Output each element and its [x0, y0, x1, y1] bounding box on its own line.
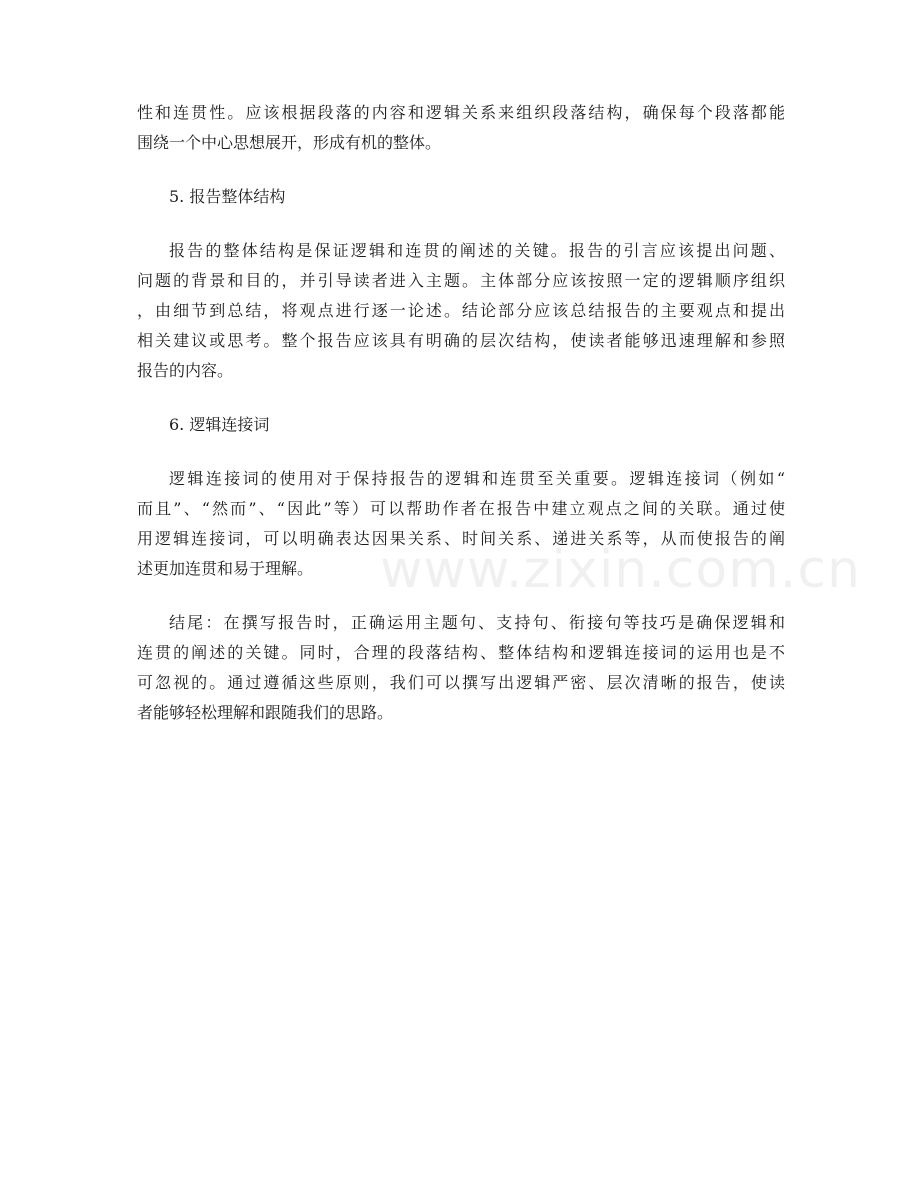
text-line: 者能够轻松理解和跟随我们的思路。 [137, 703, 394, 722]
text-line: 述更加连贯和易于理解。 [137, 559, 314, 578]
paragraph-conclusion [137, 608, 785, 728]
text-line: 结尾：在撰写报告时，正确运用主题句、支持句、衔接句等技巧是确保逻辑和 [169, 613, 785, 632]
paragraph-overall-structure [137, 236, 785, 386]
text-line: ，由细节到总结，将观点进行逐一论述。结论部分应该总结报告的主要观点和提出 [137, 301, 785, 320]
section-heading-5 [137, 182, 785, 212]
text-line: 用逻辑连接词，可以明确表达因果关系、时间关系、递进关系等，从而使报告的阐 [137, 529, 785, 548]
text-line: 性和连贯性。应该根据段落的内容和逻辑关系来组织段落结构，确保每个段落都能 [137, 103, 785, 122]
text-line: 而且”、“然而”、“因此”等）可以帮助作者在报告中建立观点之间的关联。通过使 [137, 499, 785, 518]
paragraph-logical-connectors [137, 464, 785, 584]
text-line: 围绕一个中心思想展开，形成有机的整体。 [137, 133, 442, 152]
watermark-text: www.zixin.com.cn [380, 540, 861, 600]
text-line: 可忽视的。通过遵循这些原则，我们可以撰写出逻辑严密、层次清晰的报告，使读 [137, 673, 785, 692]
paragraph-continuation [137, 98, 785, 158]
heading-text: 5. 报告整体结构 [169, 187, 286, 206]
section-heading-6 [137, 410, 785, 440]
document-body [137, 98, 785, 728]
text-line: 连贯的阐述的关键。同时，合理的段落结构、整体结构和逻辑连接词的运用也是不 [137, 643, 785, 662]
text-line: 相关建议或思考。整个报告应该具有明确的层次结构，使读者能够迅速理解和参照 [137, 331, 785, 350]
text-line: 逻辑连接词的使用对于保持报告的逻辑和连贯至关重要。逻辑连接词（例如“ [169, 469, 785, 488]
text-line: 报告的整体结构是保证逻辑和连贯的阐述的关键。报告的引言应该提出问题、 [169, 241, 785, 260]
text-line: 问题的背景和目的，并引导读者进入主题。主体部分应该按照一定的逻辑顺序组织 [137, 271, 785, 290]
text-line: 报告的内容。 [137, 361, 234, 380]
heading-text: 6. 逻辑连接词 [169, 415, 270, 434]
